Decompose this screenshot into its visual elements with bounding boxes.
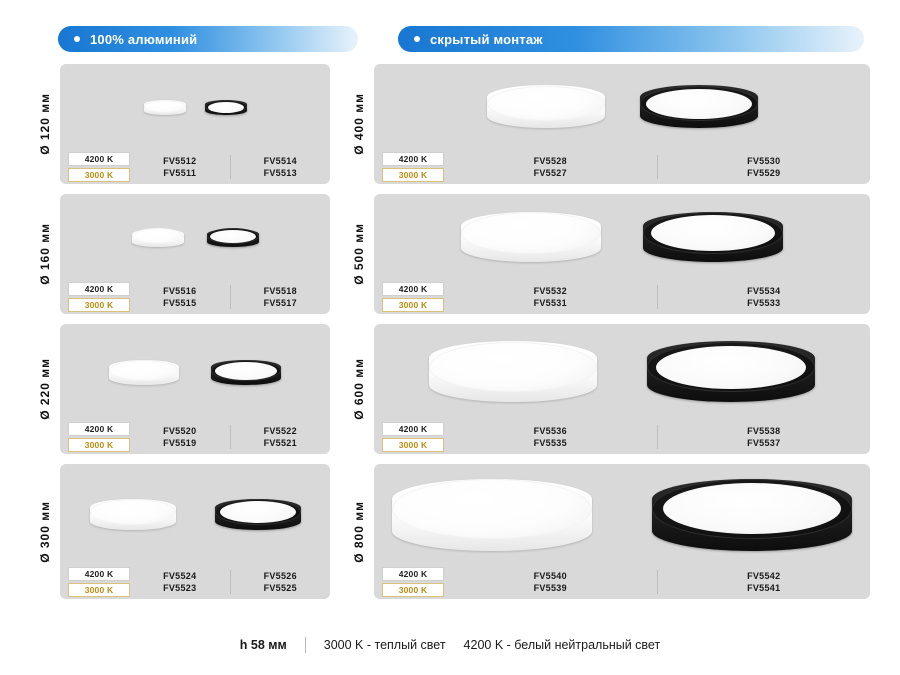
product-code-warm: FV5535: [533, 438, 567, 448]
product-code-warm: FV5529: [747, 168, 781, 178]
product-code-cell[interactable]: [130, 426, 230, 448]
product-code-cool: FV5524: [163, 571, 197, 581]
diameter-label-text: Ø 120 мм: [38, 93, 52, 155]
diameter-label-text: Ø 160 мм: [38, 223, 52, 285]
product-panel: [60, 194, 330, 314]
product-panel: [374, 464, 870, 599]
lamp-diffuser: [210, 230, 256, 243]
code-strip: [374, 150, 870, 184]
product-code-warm: FV5511: [163, 168, 197, 178]
product-code-cool: FV5542: [747, 571, 781, 581]
kelvin-legend: [382, 422, 444, 452]
lamp-top-surface: [392, 479, 592, 539]
lamp-illustrations: [60, 464, 330, 565]
lamp-illustrations: [60, 64, 330, 150]
product-panel: [60, 64, 330, 184]
kelvin-cool-chip: 4200 K: [68, 282, 130, 296]
lamp-black: [205, 100, 247, 115]
lamp-white: [90, 499, 176, 530]
lamp-diffuser: [656, 346, 806, 389]
diameter-label-text: Ø 500 мм: [352, 223, 366, 285]
code-strip: [60, 150, 330, 184]
code-columns: [130, 425, 330, 449]
left-column: [30, 64, 330, 609]
code-columns: [444, 425, 870, 449]
diameter-label-text: Ø 600 мм: [352, 358, 366, 420]
product-row: [344, 324, 870, 454]
kelvin-legend: [68, 567, 130, 597]
code-columns: [444, 570, 870, 594]
product-code-cool: FV5520: [163, 426, 197, 436]
product-panel: [374, 64, 870, 184]
footer-height: h 58 мм: [239, 638, 287, 652]
product-code-cell[interactable]: [231, 426, 331, 448]
product-code-cool: FV5528: [533, 156, 567, 166]
diameter-label: [344, 464, 374, 599]
product-code-cell[interactable]: [444, 571, 657, 593]
kelvin-cool-chip: 4200 K: [382, 422, 444, 436]
bullet-dot-icon: [74, 36, 80, 42]
lamp-illustrations: [374, 324, 870, 420]
product-code-cool: FV5516: [163, 286, 197, 296]
code-strip: [60, 565, 330, 599]
diameter-label: [30, 324, 60, 454]
lamp-top-surface: [487, 86, 605, 121]
lamp-black: [652, 479, 852, 551]
kelvin-warm-chip: 3000 K: [68, 168, 130, 182]
lamp-illustrations: [60, 324, 330, 420]
product-code-cool: FV5536: [533, 426, 567, 436]
right-column: [344, 64, 870, 609]
lamp-diffuser: [646, 89, 752, 119]
code-strip: [374, 565, 870, 599]
code-columns: [444, 155, 870, 179]
lamp-white: [144, 100, 186, 115]
product-code-warm: FV5517: [263, 298, 297, 308]
product-row: [30, 194, 330, 314]
lamp-white: [429, 342, 597, 402]
code-columns: [130, 570, 330, 594]
product-code-cool: FV5530: [747, 156, 781, 166]
kelvin-warm-chip: 3000 K: [68, 583, 130, 597]
footer-divider: [305, 637, 306, 653]
lamp-black: [207, 228, 259, 247]
kelvin-legend: [382, 282, 444, 312]
kelvin-cool-chip: 4200 K: [382, 567, 444, 581]
product-code-cool: FV5514: [263, 156, 297, 166]
product-code-cell[interactable]: [130, 286, 230, 308]
diameter-label: [30, 64, 60, 184]
product-code-cool: FV5538: [747, 426, 781, 436]
lamp-diffuser: [663, 483, 841, 534]
kelvin-warm-chip: 3000 K: [68, 438, 130, 452]
product-code-warm: FV5541: [747, 583, 781, 593]
product-code-cool: FV5534: [747, 286, 781, 296]
product-code-cool: FV5512: [163, 156, 197, 166]
lamp-top-surface: [132, 228, 184, 244]
diameter-label-text: Ø 300 мм: [38, 500, 52, 563]
kelvin-legend: [68, 152, 130, 182]
lamp-black: [647, 342, 815, 402]
kelvin-warm-chip: 3000 K: [382, 438, 444, 452]
product-code-warm: FV5515: [163, 298, 197, 308]
catalog-grid: [0, 52, 900, 609]
kelvin-warm-chip: 3000 K: [382, 168, 444, 182]
product-code-cool: FV5526: [263, 571, 297, 581]
kelvin-legend: [382, 152, 444, 182]
product-code-warm: FV5531: [533, 298, 567, 308]
lamp-diffuser: [208, 102, 244, 113]
footer-legend: [0, 637, 900, 653]
lamp-black: [643, 212, 783, 262]
lamp-illustrations: [374, 464, 870, 565]
code-columns: [130, 155, 330, 179]
product-code-cell[interactable]: [658, 286, 871, 308]
product-code-cell[interactable]: [658, 571, 871, 593]
kelvin-warm-chip: 3000 K: [382, 298, 444, 312]
product-code-cell[interactable]: [130, 156, 230, 178]
product-code-cell[interactable]: [444, 156, 657, 178]
kelvin-cool-chip: 4200 K: [68, 567, 130, 581]
badge-aluminium-label: 100% алюминий: [90, 31, 198, 47]
lamp-black: [215, 499, 301, 530]
lamp-white: [487, 86, 605, 128]
product-code-cell[interactable]: [658, 426, 871, 448]
kelvin-cool-chip: 4200 K: [68, 422, 130, 436]
product-row: [30, 64, 330, 184]
product-row: [344, 64, 870, 184]
product-code-warm: FV5533: [747, 298, 781, 308]
product-code-cell[interactable]: [444, 426, 657, 448]
product-code-warm: FV5525: [263, 583, 297, 593]
footer-warm-note: 3000 K - теплый свет: [323, 638, 446, 652]
code-strip: [60, 420, 330, 454]
product-row: [30, 324, 330, 454]
product-code-warm: FV5519: [163, 438, 197, 448]
product-code-warm: FV5523: [163, 583, 197, 593]
product-code-warm: FV5513: [263, 168, 297, 178]
product-code-warm: FV5527: [533, 168, 567, 178]
kelvin-legend: [382, 567, 444, 597]
badge-aluminium: [58, 26, 358, 52]
badge-hidden-mount: [398, 26, 864, 52]
diameter-label-text: Ø 220 мм: [38, 358, 52, 420]
lamp-diffuser: [215, 362, 277, 380]
badge-hidden-mount-label: скрытый монтаж: [430, 31, 543, 47]
lamp-black: [211, 360, 281, 385]
diameter-label: [30, 194, 60, 314]
product-panel: [60, 324, 330, 454]
lamp-top-surface: [90, 499, 176, 525]
kelvin-warm-chip: 3000 K: [68, 298, 130, 312]
code-columns: [130, 285, 330, 309]
bullet-dot-icon: [414, 36, 420, 42]
diameter-label: [30, 464, 60, 599]
kelvin-cool-chip: 4200 K: [382, 152, 444, 166]
diameter-label-text: Ø 400 мм: [352, 93, 366, 155]
lamp-illustrations: [60, 194, 330, 280]
footer-cool-note: 4200 K - белый нейтральный свет: [463, 638, 661, 652]
kelvin-cool-chip: 4200 K: [382, 282, 444, 296]
badge-row: [0, 0, 900, 52]
product-code-cell[interactable]: [444, 286, 657, 308]
lamp-top-surface: [144, 100, 186, 113]
product-code-cell[interactable]: [658, 156, 871, 178]
diameter-label-text: Ø 800 мм: [352, 500, 366, 563]
lamp-diffuser: [220, 501, 296, 523]
product-code-warm: FV5521: [263, 438, 297, 448]
code-strip: [374, 420, 870, 454]
product-code-cell[interactable]: [231, 286, 331, 308]
product-row: [30, 464, 330, 599]
product-code-cell[interactable]: [130, 571, 230, 593]
product-panel: [374, 194, 870, 314]
product-code-cool: FV5540: [533, 571, 567, 581]
lamp-white: [109, 360, 179, 385]
kelvin-warm-chip: 3000 K: [382, 583, 444, 597]
lamp-illustrations: [374, 194, 870, 280]
code-strip: [374, 280, 870, 314]
lamp-white: [392, 479, 592, 551]
kelvin-legend: [68, 422, 130, 452]
lamp-top-surface: [109, 360, 179, 381]
diameter-label: [344, 64, 374, 184]
code-columns: [444, 285, 870, 309]
lamp-diffuser: [651, 215, 775, 251]
product-code-cool: FV5518: [263, 286, 297, 296]
product-code-warm: FV5539: [533, 583, 567, 593]
product-code-cell[interactable]: [231, 156, 331, 178]
kelvin-cool-chip: 4200 K: [68, 152, 130, 166]
lamp-white: [132, 228, 184, 247]
code-strip: [60, 280, 330, 314]
lamp-top-surface: [429, 342, 597, 392]
diameter-label: [344, 324, 374, 454]
product-row: [344, 464, 870, 599]
product-panel: [60, 464, 330, 599]
lamp-white: [461, 212, 601, 262]
product-panel: [374, 324, 870, 454]
kelvin-legend: [68, 282, 130, 312]
lamp-top-surface: [461, 212, 601, 254]
product-code-cool: FV5532: [533, 286, 567, 296]
lamp-black: [640, 86, 758, 128]
product-code-cool: FV5522: [263, 426, 297, 436]
product-row: [344, 194, 870, 314]
lamp-illustrations: [374, 64, 870, 150]
diameter-label: [344, 194, 374, 314]
product-code-cell[interactable]: [231, 571, 331, 593]
product-code-warm: FV5537: [747, 438, 781, 448]
